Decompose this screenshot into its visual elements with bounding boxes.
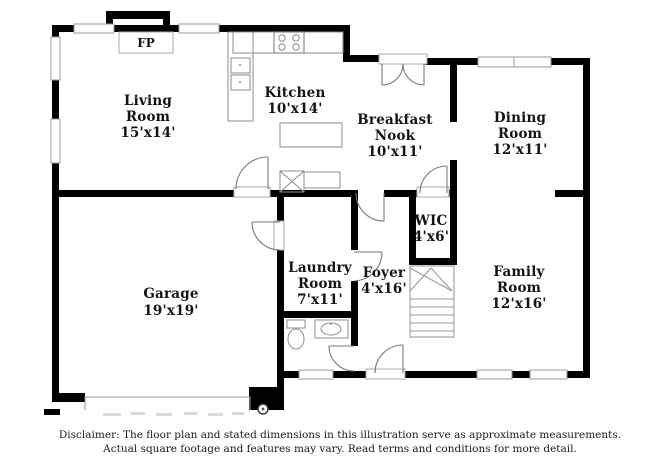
- svg-text:Room: Room: [496, 280, 542, 296]
- staircase: [410, 266, 454, 337]
- kitchen-island: [280, 123, 342, 147]
- garage-door: [85, 397, 250, 410]
- bathroom-door: [329, 346, 354, 371]
- window-bath: [299, 370, 333, 379]
- disclaimer-line-2: Actual square footage and features may vary. Read terms and conditions for more detail.: [103, 443, 577, 455]
- svg-text:4'x16': 4'x16': [361, 281, 407, 297]
- room-label-family: [491, 264, 546, 312]
- svg-text:4'x6': 4'x6': [412, 229, 450, 245]
- svg-text:Room: Room: [497, 126, 543, 142]
- room-label-garage: [143, 286, 198, 319]
- svg-text:12'x11': 12'x11': [492, 142, 548, 158]
- disclaimer-line-1: Disclaimer: The floor plan and stated dimensions in this illustration serve as approximate measurements.: [58, 429, 622, 441]
- room-label-breakfast-nook: [357, 112, 433, 160]
- stove: [274, 32, 304, 53]
- fireplace-label: FP: [137, 36, 155, 50]
- svg-text:Nook: Nook: [374, 128, 416, 144]
- window-left-upper: [51, 37, 60, 80]
- front-door: [366, 345, 405, 379]
- watermark-remnants: [103, 412, 244, 416]
- window-dining-left: [478, 57, 514, 67]
- svg-text:10'x14': 10'x14': [267, 101, 323, 117]
- bathroom-vanity: [315, 320, 348, 338]
- kitchen-sink: [231, 58, 250, 90]
- toilet: [287, 320, 305, 349]
- garage-side-door: [252, 221, 284, 250]
- windows: [51, 24, 567, 379]
- svg-text:Breakfast: Breakfast: [357, 112, 433, 128]
- svg-text:Living: Living: [123, 93, 173, 109]
- foyer-hall-door: [356, 193, 384, 221]
- window-family-left: [477, 370, 512, 379]
- svg-text:Foyer: Foyer: [362, 265, 406, 281]
- svg-text:Room: Room: [125, 109, 171, 125]
- room-label-living: [120, 93, 175, 141]
- window-left-lower: [51, 119, 60, 163]
- walls: [44, 11, 590, 415]
- svg-text:Family: Family: [493, 264, 545, 280]
- svg-text:12'x16': 12'x16': [491, 296, 547, 312]
- french-doors: [379, 54, 427, 85]
- window-dining-right: [514, 57, 551, 67]
- disclaimer: [59, 429, 621, 455]
- room-label-wic: [413, 213, 449, 245]
- svg-text:7'x11': 7'x11': [297, 292, 343, 308]
- room-label-dining: [492, 110, 547, 158]
- window-family-right: [530, 370, 567, 379]
- garage-entry-door: [234, 157, 270, 197]
- kitchen-counter-left: [228, 32, 253, 121]
- svg-text:Laundry: Laundry: [288, 260, 352, 276]
- plan-marker-dot: [262, 408, 265, 411]
- svg-text:10'x11': 10'x11': [367, 144, 423, 160]
- room-label-kitchen: [265, 85, 326, 117]
- svg-text:Garage: Garage: [143, 286, 199, 302]
- room-label-laundry: [288, 260, 353, 308]
- svg-text:Kitchen: Kitchen: [264, 85, 326, 101]
- svg-text:Dining: Dining: [493, 110, 547, 126]
- window-top-right-of-fp: [179, 24, 219, 33]
- svg-text:15'x14': 15'x14': [120, 125, 176, 141]
- room-labels: [120, 36, 547, 319]
- room-label-foyer: [361, 265, 407, 297]
- svg-text:Room: Room: [297, 276, 343, 292]
- svg-text:WIC: WIC: [414, 213, 448, 229]
- window-top-left: [74, 24, 114, 33]
- svg-text:19'x19': 19'x19': [143, 303, 199, 319]
- wic-door: [417, 166, 449, 197]
- pantry-closet: [280, 171, 340, 192]
